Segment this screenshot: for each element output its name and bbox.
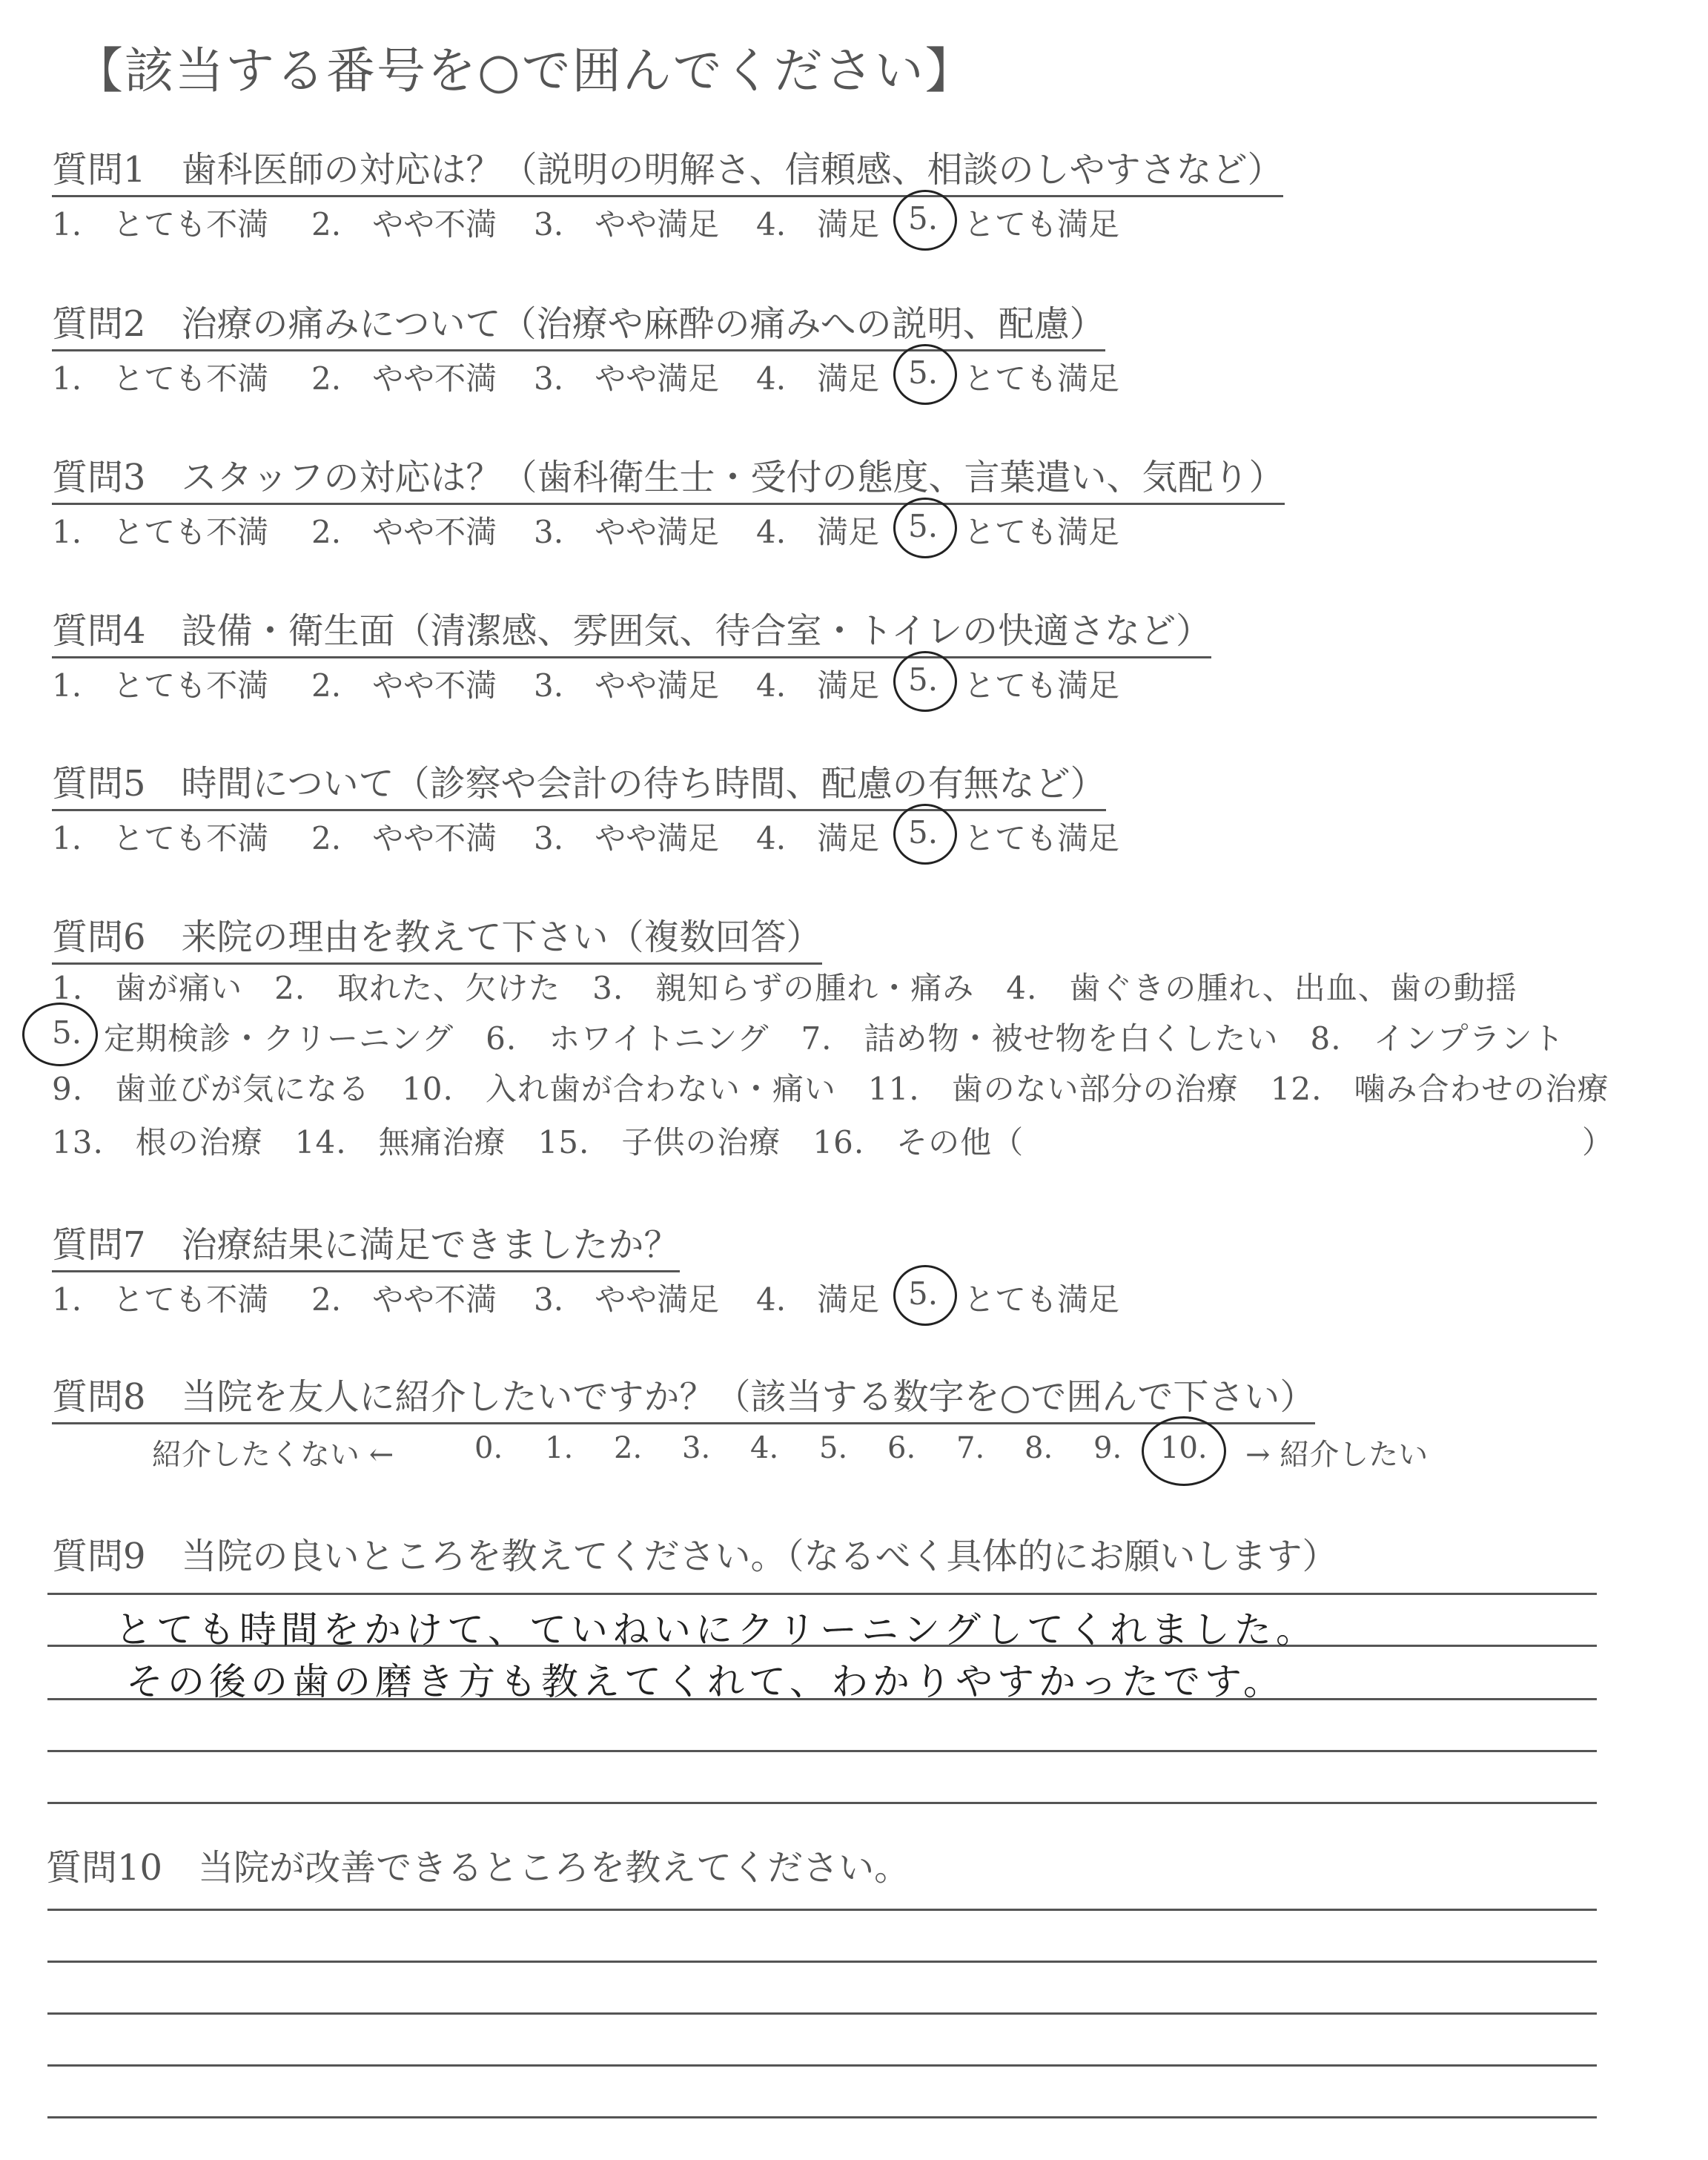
q8-number-4[interactable]: 4. (750, 1431, 779, 1465)
q9-title: 質問9 当院の良いところを教えてください。（なるべく具体的にお願いします） (52, 1536, 1338, 1577)
q2-option-4[interactable]: 4. 満足 (756, 360, 880, 397)
q5-option-4[interactable]: 4. 満足 (756, 820, 880, 856)
q4-title: 質問4 設備・衛生面（清潔感、雰囲気、待合室・トイレの快適さなど） (52, 602, 1211, 658)
q3-option-2[interactable]: 2. やや不満 (311, 514, 497, 550)
q3-selection-circle (893, 498, 957, 558)
q1-title: 質問1 歯科医師の対応は？（説明の明解さ、信頼感、相談のしやすさなど） (52, 141, 1283, 197)
q4-option-5[interactable]: 5. (908, 661, 939, 698)
q4-option-4[interactable]: 4. 満足 (756, 667, 880, 704)
q5-selection-circle (893, 804, 957, 865)
q8-number-0[interactable]: 0. (474, 1431, 503, 1465)
q9-handwritten-answer-1: とても時間をかけて、ていねいにクリーニングしてくれました。 (115, 1608, 1317, 1651)
q8-number-7[interactable]: 7. (956, 1431, 985, 1465)
q2-selection-circle (893, 344, 957, 405)
q7-option-3[interactable]: 3. やや満足 (534, 1281, 720, 1318)
q6-options-row4-close: ） (1582, 1124, 1614, 1160)
q8-number-8[interactable]: 8. (1025, 1431, 1053, 1465)
q10-title: 質問10 当院が改善できるところを教えてください。 (46, 1847, 910, 1889)
q6-selection-circle (22, 1003, 98, 1066)
q8-number-10[interactable]: 10. (1160, 1431, 1208, 1465)
q4-option-3[interactable]: 3. やや満足 (534, 667, 720, 704)
q8-number-2[interactable]: 2. (614, 1431, 643, 1465)
q10-answer-line-2[interactable] (47, 1961, 1597, 1963)
q7-title: 質問7 治療結果に満足できましたか？ (52, 1216, 680, 1272)
q10-answer-line-3[interactable] (47, 2012, 1597, 2015)
q7-option-2[interactable]: 2. やや不満 (311, 1281, 497, 1318)
q8-right-label: → 紹介したい (1245, 1438, 1429, 1472)
q6-title: 質問6 来院の理由を教えて下さい（複数回答） (52, 908, 822, 965)
q7-selection-circle (893, 1265, 957, 1326)
q6-options-row4: 13. 根の治療 14. 無痛治療 15. 子供の治療 16. その他（ (52, 1124, 1025, 1160)
form-header: 【該当する番号を○で囲んでください】 (74, 42, 976, 99)
q1-option-1[interactable]: 1. とても不満 (52, 206, 269, 242)
q5-title: 質問5 時間について（診察や会計の待ち時間、配慮の有無など） (52, 755, 1106, 811)
q10-answer-line-1[interactable] (47, 1909, 1597, 1911)
q6-options-row3: 9. 歯並びが気になる 10. 入れ歯が合わない・痛い 11. 歯のない部分の治療 12. 噛み合わせの治療 (52, 1071, 1609, 1107)
q6-option-5-number[interactable]: 5. (52, 1014, 82, 1051)
q3-title: 質問3 スタッフの対応は？（歯科衛生士・受付の態度、言葉遣い、気配り） (52, 449, 1285, 505)
q8-selection-circle (1142, 1416, 1226, 1486)
q7-option-1[interactable]: 1. とても不満 (52, 1281, 269, 1318)
q2-option-2[interactable]: 2. やや不満 (311, 360, 497, 397)
q3-option-6: とても満足 (964, 514, 1120, 550)
q8-number-5[interactable]: 5. (819, 1431, 848, 1465)
q5-option-3[interactable]: 3. やや満足 (534, 820, 720, 856)
q2-option-3[interactable]: 3. やや満足 (534, 360, 720, 397)
q10-answer-line-5[interactable] (47, 2116, 1597, 2118)
q4-selection-circle (893, 651, 957, 712)
q6-options-row1: 1. 歯が痛い 2. 取れた、欠けた 3. 親知らずの腫れ・痛み 4. 歯ぐきの腫れ、出血、歯の動揺 (52, 970, 1517, 1006)
q5-option-6: とても満足 (964, 820, 1120, 856)
q7-option-5[interactable]: 5. (908, 1275, 939, 1312)
q1-option-4[interactable]: 4. 満足 (756, 206, 880, 242)
q9-answer-line-4[interactable] (47, 1750, 1597, 1752)
q9-answer-line-1[interactable] (47, 1593, 1597, 1595)
q1-option-3[interactable]: 3. やや満足 (534, 206, 720, 242)
q5-option-1[interactable]: 1. とても不満 (52, 820, 269, 856)
q4-option-2[interactable]: 2. やや不満 (311, 667, 497, 704)
q3-option-4[interactable]: 4. 満足 (756, 514, 880, 550)
q9-handwritten-answer-2: その後の歯の磨き方も教えてくれて、わかりやすかったです。 (126, 1660, 1285, 1703)
q1-selection-circle (893, 190, 957, 251)
q5-option-5[interactable]: 5. (908, 814, 939, 851)
q8-title: 質問8 当院を友人に紹介したいですか？（該当する数字を○で囲んで下さい） (52, 1368, 1315, 1424)
q8-left-label: 紹介したくない ← (152, 1438, 394, 1472)
q8-number-6[interactable]: 6. (887, 1431, 916, 1465)
q2-title: 質問2 治療の痛みについて（治療や麻酔の痛みへの説明、配慮） (52, 295, 1105, 351)
q1-option-2[interactable]: 2. やや不満 (311, 206, 497, 242)
q8-number-1[interactable]: 1. (545, 1431, 574, 1465)
q1-option-6: とても満足 (964, 206, 1120, 242)
q8-number-3[interactable]: 3. (682, 1431, 711, 1465)
q9-answer-line-5[interactable] (47, 1802, 1597, 1804)
q3-option-1[interactable]: 1. とても不満 (52, 514, 269, 550)
q4-option-6: とても満足 (964, 667, 1120, 704)
q5-option-2[interactable]: 2. やや不満 (311, 820, 497, 856)
q3-option-3[interactable]: 3. やや満足 (534, 514, 720, 550)
q7-option-6: とても満足 (964, 1281, 1120, 1318)
q2-option-6: とても満足 (964, 360, 1120, 397)
q7-option-4[interactable]: 4. 満足 (756, 1281, 880, 1318)
q10-answer-line-4[interactable] (47, 2064, 1597, 2067)
q1-option-5[interactable]: 5. (908, 200, 939, 237)
q2-option-1[interactable]: 1. とても不満 (52, 360, 269, 397)
q3-option-5[interactable]: 5. (908, 508, 939, 544)
q4-option-1[interactable]: 1. とても不満 (52, 667, 269, 704)
q2-option-5[interactable]: 5. (908, 354, 939, 391)
q6-options-row2: 定期検診・クリーニング 6. ホワイトニング 7. 詰め物・被せ物を白くしたい 8. インプラント (104, 1020, 1565, 1057)
q8-number-9[interactable]: 9. (1093, 1431, 1122, 1465)
